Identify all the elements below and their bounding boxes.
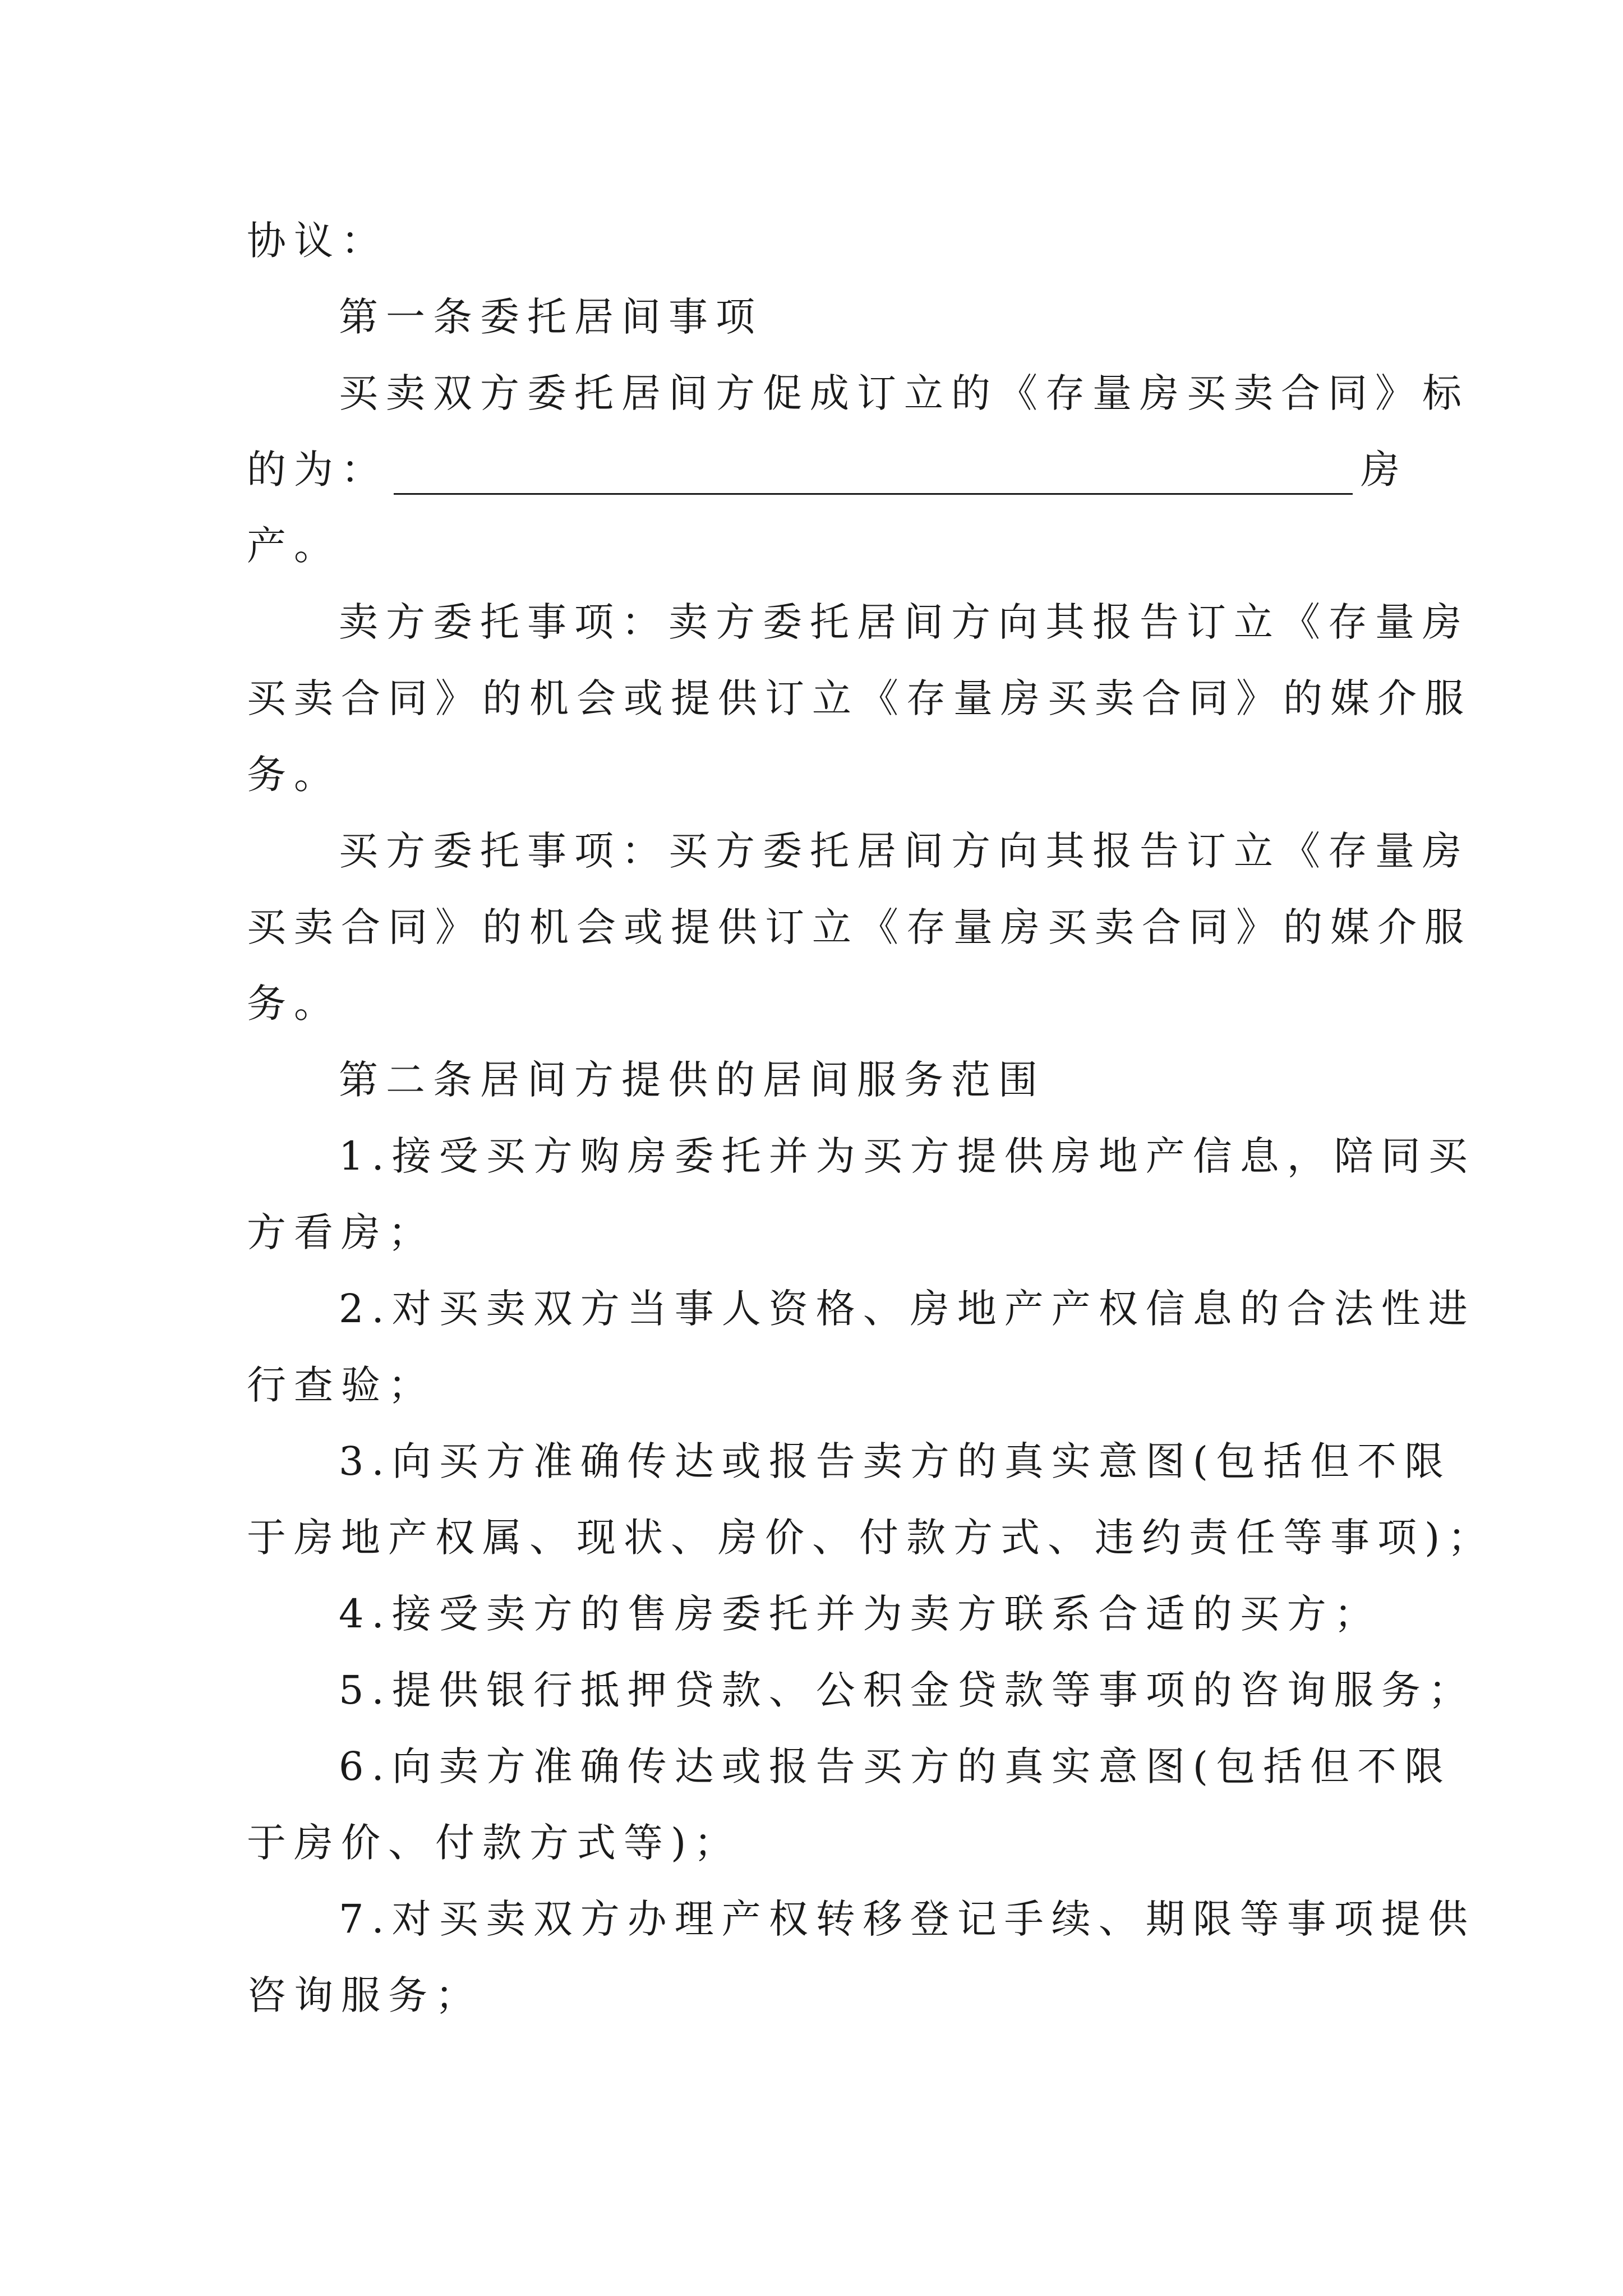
seller-entrust-line-2: 买卖合同》的机会或提供订立《存量房买卖合同》的媒介服 xyxy=(247,675,1472,721)
buyer-entrust-line-1: 买方委托事项：买方委托居间方向其报告订立《存量房 xyxy=(339,828,1469,874)
subject-prefix: 的为： xyxy=(247,447,388,493)
subject-line-1: 买卖双方委托居间方促成订立的《存量房买卖合同》标 xyxy=(339,370,1469,416)
service-item-1-line-2: 方看房； xyxy=(247,1209,435,1255)
subject-blank-field[interactable] xyxy=(394,454,1353,495)
seller-entrust-line-1: 卖方委托事项：卖方委托居间方向其报告订立《存量房 xyxy=(339,599,1469,645)
service-item-1-line-1: 1.接受买方购房委托并为买方提供房地产信息，陪同买 xyxy=(339,1133,1476,1179)
service-item-7-line-2: 咨询服务； xyxy=(247,1972,482,2018)
buyer-entrust-line-2: 买卖合同》的机会或提供订立《存量房买卖合同》的媒介服 xyxy=(247,904,1472,950)
service-item-6-line-1: 6.向卖方准确传达或报告买方的真实意图(包括但不限 xyxy=(339,1743,1452,1789)
service-item-4: 4.接受卖方的售房委托并为卖方联系合适的买方； xyxy=(339,1591,1381,1637)
service-item-3-line-2: 于房地产权属、现状、房价、付款方式、违约责任等事项)； xyxy=(247,1515,1495,1561)
subject-line-3: 产。 xyxy=(247,523,341,569)
subject-suffix: 房 xyxy=(1361,447,1408,493)
service-item-7-line-1: 7.对买卖双方办理产权转移登记手续、期限等事项提供 xyxy=(339,1896,1476,1942)
service-item-5: 5.提供银行抵押贷款、公积金贷款等事项的咨询服务； xyxy=(339,1667,1476,1713)
subject-line-2 xyxy=(247,444,1408,495)
service-item-6-line-2: 于房价、付款方式等)； xyxy=(247,1820,741,1866)
article-1-heading: 第一条委托居间事项 xyxy=(339,294,763,340)
service-item-2-line-2: 行查验； xyxy=(247,1362,435,1408)
intro-text: 协议： xyxy=(247,218,388,264)
seller-entrust-line-3: 务。 xyxy=(247,752,341,798)
article-2-heading: 第二条居间方提供的居间服务范围 xyxy=(339,1057,1045,1103)
buyer-entrust-line-3: 务。 xyxy=(247,981,341,1027)
service-item-2-line-1: 2.对买卖双方当事人资格、房地产产权信息的合法性进 xyxy=(339,1286,1476,1332)
service-item-3-line-1: 3.向买方准确传达或报告卖方的真实意图(包括但不限 xyxy=(339,1438,1452,1484)
